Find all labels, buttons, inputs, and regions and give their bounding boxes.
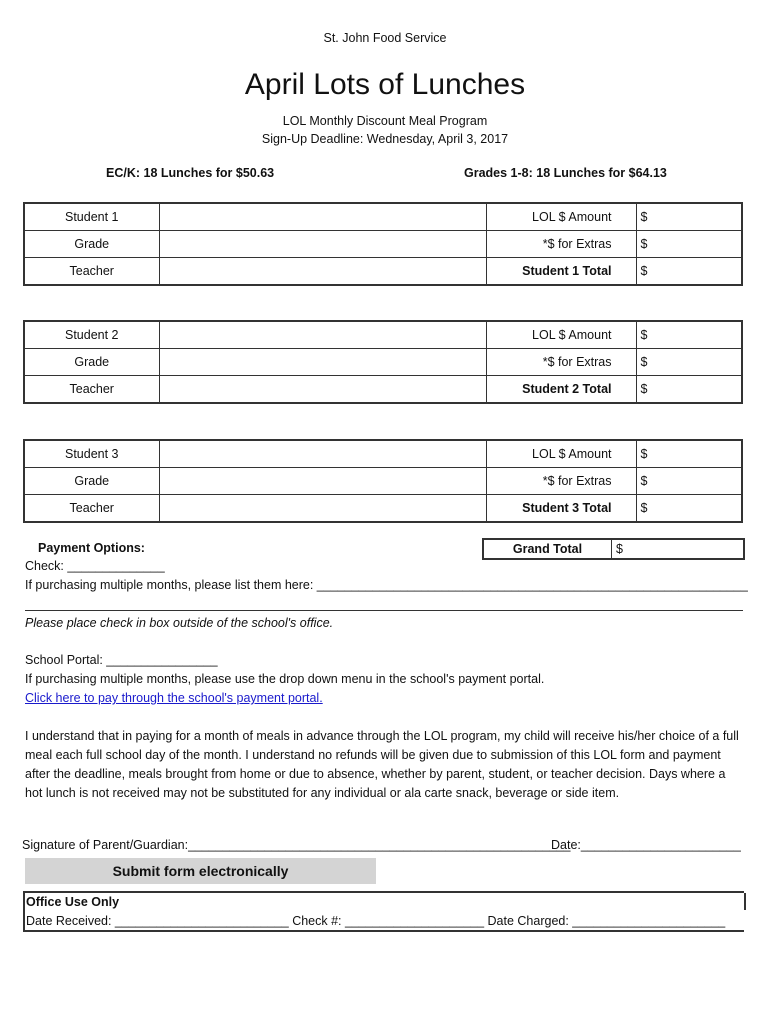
office-box-edge bbox=[744, 893, 746, 910]
signup-deadline: Sign-Up Deadline: Wednesday, April 3, 2017 bbox=[261, 132, 509, 146]
office-use-fields: Date Received: _________________________ Check #: ____________________ Date Charged: ______________________ bbox=[26, 914, 726, 928]
grade-label: Grade bbox=[24, 231, 159, 258]
student-total-label: Student 2 Total bbox=[486, 376, 636, 404]
grade-field[interactable] bbox=[159, 468, 486, 495]
payment-options-heading: Payment Options: bbox=[38, 541, 145, 555]
grades-pricing: Grades 1-8: 18 Lunches for $64.13 bbox=[464, 166, 667, 180]
teacher-field[interactable] bbox=[159, 376, 486, 404]
student-total-field[interactable]: $ bbox=[636, 258, 742, 286]
student-name-label: Student 1 bbox=[24, 203, 159, 231]
check-note: Please place check in box outside of the school's office. bbox=[25, 616, 334, 630]
student-name-field[interactable] bbox=[159, 321, 486, 349]
student-name-label: Student 2 bbox=[24, 321, 159, 349]
extras-label: *$ for Extras bbox=[486, 468, 636, 495]
student-2-table bbox=[23, 320, 743, 404]
grade-field[interactable] bbox=[159, 231, 486, 258]
teacher-field[interactable] bbox=[159, 495, 486, 523]
school-portal-line[interactable]: School Portal: ________________ bbox=[25, 653, 218, 667]
teacher-field[interactable] bbox=[159, 258, 486, 286]
signature-line[interactable]: Signature of Parent/Guardian:_______________________________________________________ bbox=[22, 838, 571, 852]
grade-label: Grade bbox=[24, 349, 159, 376]
teacher-label: Teacher bbox=[24, 376, 159, 404]
student-total-label: Student 3 Total bbox=[486, 495, 636, 523]
grand-total-label: Grand Total bbox=[484, 540, 612, 558]
lol-amount-field[interactable]: $ bbox=[636, 440, 742, 468]
portal-note: If purchasing multiple months, please use the drop down menu in the school's payment portal. bbox=[25, 672, 545, 686]
extras-field[interactable]: $ bbox=[636, 349, 742, 376]
student-name-field[interactable] bbox=[159, 203, 486, 231]
program-name: LOL Monthly Discount Meal Program bbox=[282, 114, 488, 128]
teacher-label: Teacher bbox=[24, 495, 159, 523]
grade-label: Grade bbox=[24, 468, 159, 495]
signature-date-line[interactable]: Date:_______________________ bbox=[551, 838, 741, 852]
extras-label: *$ for Extras bbox=[486, 349, 636, 376]
grand-total-field[interactable]: $ bbox=[616, 542, 623, 556]
eck-pricing: EC/K: 18 Lunches for $50.63 bbox=[106, 166, 275, 180]
student-total-field[interactable]: $ bbox=[636, 376, 742, 404]
teacher-label: Teacher bbox=[24, 258, 159, 286]
student-name-field[interactable] bbox=[159, 440, 486, 468]
lol-amount-label: LOL $ Amount bbox=[486, 203, 636, 231]
submit-form-button[interactable]: Submit form electronically bbox=[25, 858, 376, 884]
grand-total-box bbox=[482, 538, 745, 560]
student-name-label: Student 3 bbox=[24, 440, 159, 468]
agreement-text: I understand that in paying for a month of meals in advance through the LOL program, my child will receive his/her choice of a full meal each full school day of the month. I understand no refunds will be given due to submission of this LOL form and payment after the deadline, meals brought from home or due to absence, whether by parent, student, or teacher decision. Days where a hot lunch is not received may not be substituted for any individual or ala carte snack, beverage or side item. bbox=[25, 729, 739, 800]
office-use-box bbox=[23, 891, 744, 932]
payment-portal-link[interactable]: Click here to pay through the school's payment portal. bbox=[25, 691, 323, 705]
check-line[interactable]: Check: ______________ bbox=[25, 559, 165, 573]
lol-amount-label: LOL $ Amount bbox=[486, 321, 636, 349]
office-use-heading: Office Use Only bbox=[26, 895, 120, 909]
lol-amount-label: LOL $ Amount bbox=[486, 440, 636, 468]
grade-field[interactable] bbox=[159, 349, 486, 376]
form-title: April Lots of Lunches bbox=[244, 68, 526, 101]
divider bbox=[25, 610, 743, 611]
extras-field[interactable]: $ bbox=[636, 468, 742, 495]
extras-label: *$ for Extras bbox=[486, 231, 636, 258]
student-1-table bbox=[23, 202, 743, 286]
student-3-table bbox=[23, 439, 743, 523]
student-total-label: Student 1 Total bbox=[486, 258, 636, 286]
lol-amount-field[interactable]: $ bbox=[636, 321, 742, 349]
extras-field[interactable]: $ bbox=[636, 231, 742, 258]
lol-amount-field[interactable]: $ bbox=[636, 203, 742, 231]
multiple-months-line[interactable]: If purchasing multiple months, please list them here: ______________________________________________________________ bbox=[25, 578, 748, 592]
organization-name: St. John Food Service bbox=[323, 31, 447, 45]
form-subtitle bbox=[0, 112, 770, 148]
student-total-field[interactable]: $ bbox=[636, 495, 742, 523]
